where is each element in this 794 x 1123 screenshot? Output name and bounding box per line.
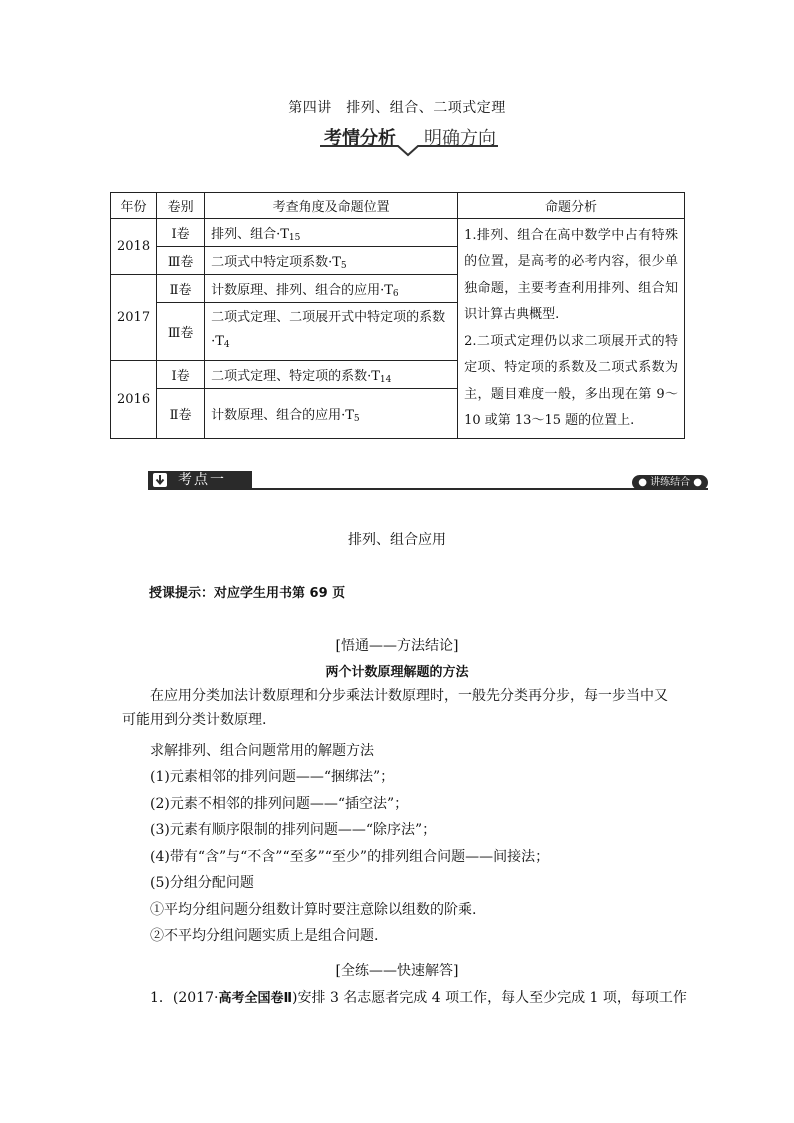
year-cell: 2017 [111,275,157,361]
topic-cell: 二项式中特定项系数$\cdot T_5$ [205,247,458,275]
list-item: (3)元素有顺序限制的排列问题——“除序法”； [150,822,437,838]
analysis-point-1: 1.排列、组合在高中数学中占有特殊的位置，是高考的必考内容，很少单独命题，主要考查利用排列、组合知识计算古典概型. [464,227,678,322]
list-item: (4)带有“含”与“不含”“至多”“至少”的排列组合问题——间接法； [150,848,550,865]
banner-left-text: 考情分析 [324,128,396,149]
paper-cell: Ⅰ卷 [157,219,205,247]
topic-cell: 排列、组合$\cdot T_{15}$ [205,219,458,247]
list-item: (5)分组分配问题 [150,875,254,891]
list-item: ②不平均分组问题实质上是组合问题. [150,928,379,944]
paper-cell: Ⅱ卷 [157,389,205,439]
wutong-label: [悟通——方法结论] [335,638,459,654]
table-row [111,219,685,247]
analysis-point-2: 2.二项式定理仍以求二项展开式的特定项、特定项的系数及二项式系数为主，题目难度一般，多出现在第 9～10 或第 13～15 题的位置上. [464,333,678,428]
teaching-hint: 授课提示：对应学生用书第 69 页 [149,586,346,601]
down-arrow-icon [153,473,167,487]
method-title: 两个计数原理解题的方法 [325,665,469,680]
question-source: 高考全国卷Ⅱ [218,991,293,1006]
topic-heading: 排列、组合应用 [348,532,446,548]
question-1: 1．(2017·高考全国卷Ⅱ)安排 3 名志愿者完成 4 项工作，每人至少完成 1 项，每项工作 [150,990,687,1006]
paragraph-2: 求解排列、组合问题常用的解题方法 [150,743,374,759]
section-tag [148,471,252,490]
paper-cell: Ⅲ卷 [157,247,205,275]
section-tag-label: 考点一 [178,472,226,488]
exam-analysis-table [110,192,685,439]
section-bar [148,471,708,493]
paper-cell: Ⅱ卷 [157,275,205,303]
topic-cell: 二项式定理、二项展开式中特定项的系数$\cdot T_4$ [205,303,458,361]
table-header-row [111,193,685,219]
year-cell: 2018 [111,219,157,275]
list-item: ①平均分组问题分组数计算时要注意除以组数的阶乘. [150,901,477,918]
topic-cell: 计数原理、排列、组合的应用$\cdot T_6$ [205,275,458,303]
paper-cell: Ⅲ卷 [157,303,205,361]
header-topic: 考查角度及命题位置 [205,193,458,219]
header-analysis: 命题分析 [458,193,685,219]
topic-cell: 二项式定理、特定项的系数$\cdot T_{14}$ [205,361,458,389]
analysis-cell [458,219,685,439]
method-list [150,765,678,951]
list-item: (1)元素相邻的排列问题——“捆绑法”； [150,769,395,785]
banner-right-text: 明确方向 [424,128,496,149]
banner-underline-icon [320,144,520,158]
paper-cell: Ⅰ卷 [157,361,205,389]
section-pill: ● 讲练结合 ● [632,475,708,490]
list-item: (2)元素不相邻的排列问题——“插空法”； [150,795,409,812]
header-year: 年份 [111,193,157,219]
year-cell: 2016 [111,361,157,439]
topic-cell: 计数原理、组合的应用$\cdot T_5$ [205,389,458,439]
header-paper: 卷别 [157,193,205,219]
section-banner [320,122,520,156]
lecture-title: 第四讲 排列、组合、二项式定理 [288,100,506,116]
quanlian-label: [全练——快速解答] [335,963,459,979]
paragraph-1: 在应用分类加法计数原理和分步乘法计数原理时，一般先分类再分步，每一步当中又可能用到分类计数原理. [122,688,668,728]
